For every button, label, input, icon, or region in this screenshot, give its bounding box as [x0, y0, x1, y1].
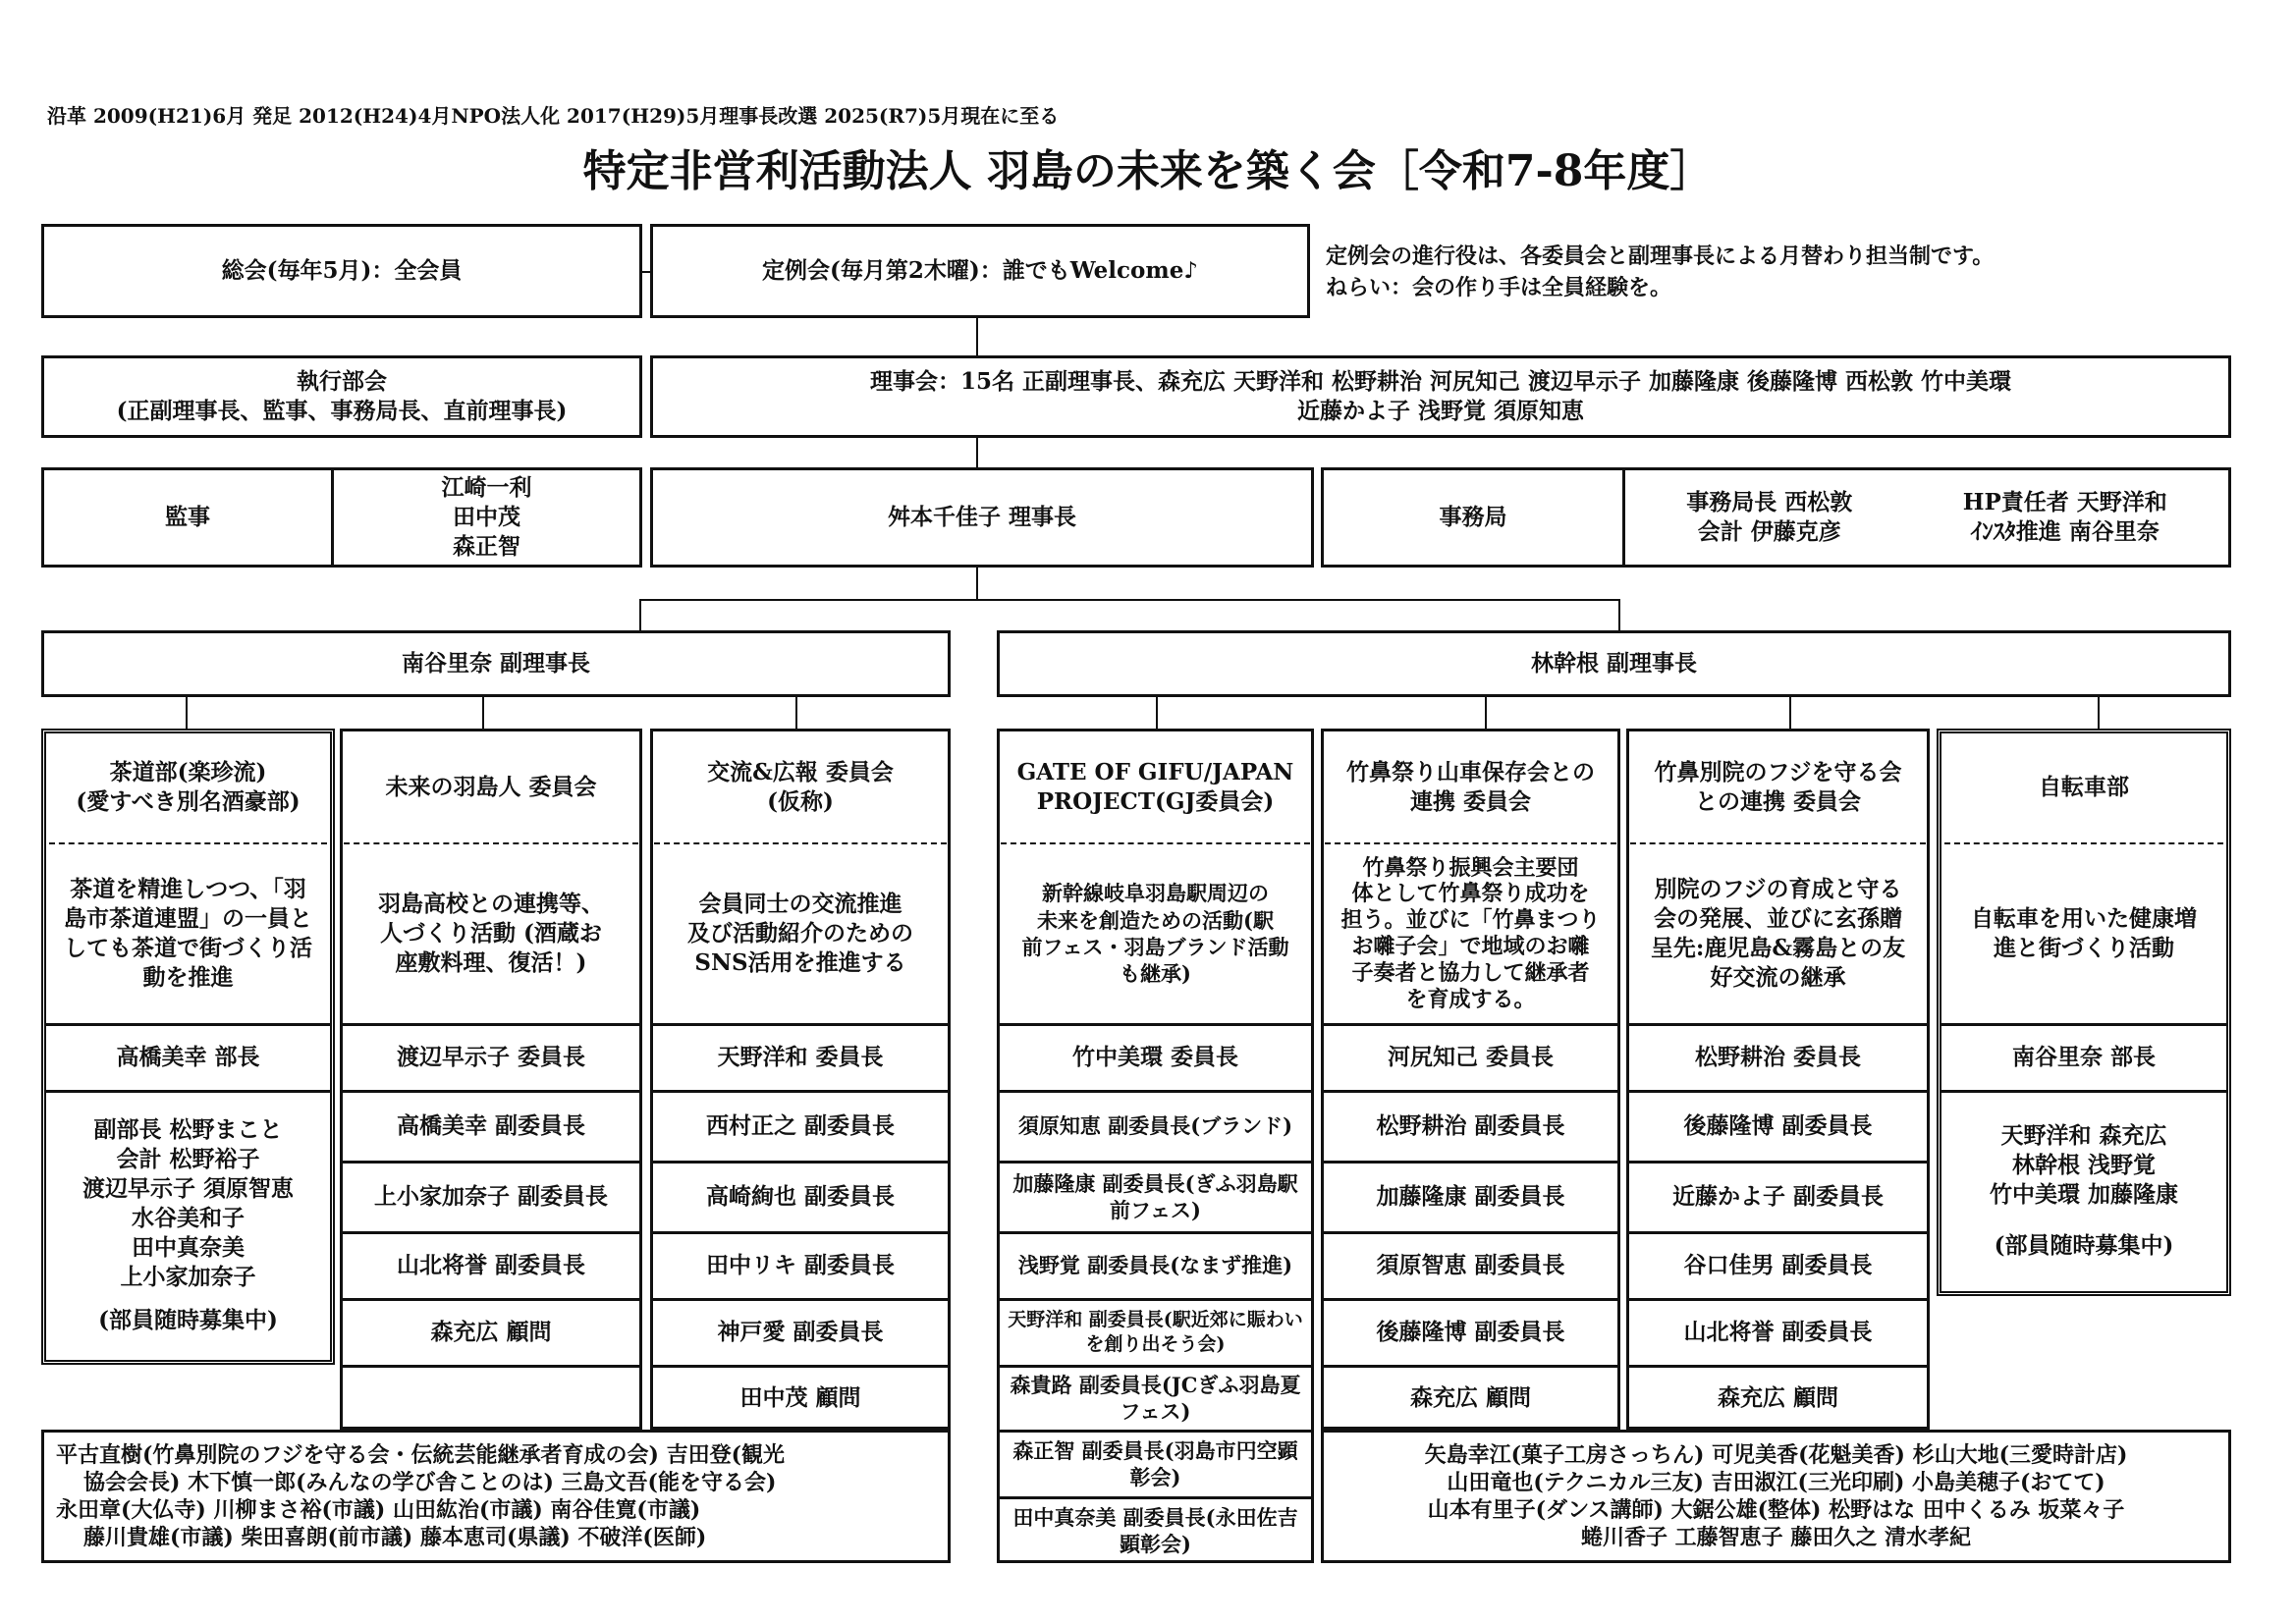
secretariat-label: 事務局	[1439, 504, 1507, 531]
member-cell: 森充広 顧問	[430, 1319, 552, 1346]
member-cell: 森正智 副委員長(羽島市円空顕彰会)	[1012, 1437, 1298, 1489]
divider	[997, 1430, 1314, 1433]
committee-description: 茶道を精進しつつ、「羽 島市茶道連盟」の一員と しても茶道で街づくり活 動を推進	[64, 876, 312, 991]
committee-description: 竹鼻祭り振興会主要団 体として竹鼻祭り成功を 担う。並びに「竹鼻まつり お囃子会」で地域のお囃 子奏者と協力して継承者 を育成する。	[1340, 854, 1601, 1012]
member-cell: 森貴路 副委員長(JCぎふ羽島夏フェス)	[1010, 1372, 1301, 1424]
divider	[1321, 1365, 1620, 1368]
executive-title: 執行部会	[296, 368, 387, 396]
general-meeting-text: 総会(毎年5月)：全会員	[221, 257, 463, 285]
advisor-line: 蜷川香子 工藤智恵子 藤田久之 清水孝紀	[1581, 1525, 1971, 1551]
member-cell: 後藤隆博 副委員長	[1376, 1319, 1565, 1346]
member-cell: 西村正之 副委員長	[705, 1112, 895, 1140]
vice-chair-right-box	[997, 630, 2231, 697]
advisor-line: 協会会長) 木下慎一郎(みんなの学び舎ことのは) 三島文吾(能を守る会)	[83, 1469, 777, 1495]
committee-leader: 松野耕治 委員長	[1694, 1044, 1861, 1071]
secretariat-member: 会計 伊藤克彦	[1697, 518, 1841, 545]
divider	[650, 1298, 951, 1301]
committee-description: 自転車を用いた健康増 進と街づくり活動	[1971, 905, 2197, 961]
member-cell: 田中茂 顧問	[739, 1384, 861, 1412]
divider	[1001, 842, 1310, 844]
connector	[2098, 697, 2100, 729]
member-cell: 田中真奈美 副委員長(永田佐吉顕彰会)	[1012, 1504, 1298, 1556]
committee-name: 自転車部	[2039, 774, 2129, 801]
divider	[650, 1161, 951, 1164]
member-cell: 山北将誉 副委員長	[1683, 1319, 1873, 1346]
divider	[340, 1298, 642, 1301]
auditor-label: 監事	[165, 504, 210, 531]
member-cell: 須原知恵 副委員長(ブランド)	[1017, 1113, 1293, 1139]
divider	[654, 842, 947, 844]
secretariat-members-box	[1622, 467, 2231, 568]
divider	[650, 1365, 951, 1368]
divider	[1325, 842, 1616, 844]
vice-chair-left-box	[41, 630, 951, 697]
divider	[997, 1298, 1314, 1301]
divider	[340, 1231, 642, 1234]
advisor-line: 藤川貴雄(市議) 柴田喜朗(前市議) 藤本恵司(県議) 不破洋(医師)	[83, 1525, 707, 1551]
executive-box	[41, 355, 642, 438]
advisor-line: 矢島幸江(菓子工房さっちん) 可児美香(花魁美香) 杉山大地(三愛時計店)	[1424, 1441, 2128, 1468]
advisor-line: 永田章(大仏寺) 川柳まさ裕(市議) 山田紘治(市議) 南谷佳寛(市議)	[56, 1497, 701, 1523]
board-line: 近藤かよ子 浅野覚 須原知恵	[1296, 398, 1584, 424]
connector	[186, 697, 188, 729]
committee-members: 天野洋和 森充広 林幹根 浅野覚 竹中美環 加藤隆康 (部員随時募集中)	[1989, 1122, 2178, 1259]
auditor-name: 江崎一利	[441, 474, 532, 502]
advisor-line: 山田竜也(テクニカル三友) 吉田淑江(三光印刷) 小島美穂子(おてて)	[1447, 1469, 2105, 1495]
committee-name: GATE OF GIFU/JAPAN PROJECT(GJ委員会)	[1016, 759, 1294, 815]
divider	[340, 1365, 642, 1368]
committee-description: 別院のフジの育成と守る 会の発展、並びに玄孫贈 呈先:鹿児島&霧島との友 好交流の継承	[1650, 876, 1906, 991]
member-cell: 森充広 顧問	[1409, 1384, 1531, 1412]
member-cell: 上小家加奈子 副委員長	[373, 1183, 608, 1211]
member-cell: 天野洋和 副委員長(駅近郊に賑わいを創り出そう会)	[1008, 1309, 1303, 1355]
divider	[1941, 1090, 2226, 1093]
member-cell: 森充広 顧問	[1717, 1384, 1838, 1412]
committee-leader: 河尻知己 委員長	[1387, 1044, 1554, 1071]
auditors-box	[331, 467, 642, 568]
general-meeting-box	[41, 224, 642, 318]
committee-description: 会員同士の交流推進 及び活動紹介のための SNS活用を推進する	[687, 891, 913, 976]
committee-name: 未来の羽島人 委員会	[385, 774, 597, 801]
committee-name: 茶道部(楽珍流) (愛すべき別名酒豪部)	[76, 759, 301, 815]
vice-chair-left: 南谷里奈 副理事長	[401, 650, 590, 677]
committee-leader: 高橋美幸 部長	[116, 1044, 260, 1071]
page-title: 特定非営利活動法人 羽島の未来を築く会［令和7-8年度］	[582, 146, 1714, 196]
connector	[482, 697, 484, 729]
executive-detail: (正副理事長、監事、事務局長、直前理事長)	[116, 398, 568, 424]
member-cell: 神戸愛 副委員長	[717, 1319, 884, 1346]
auditor-name: 森正智	[453, 532, 520, 560]
member-cell: 須原智恵 副委員長	[1376, 1252, 1565, 1279]
divider	[1630, 842, 1926, 844]
chair-box	[650, 467, 1314, 568]
connector	[1789, 697, 1791, 729]
connector	[639, 599, 1619, 601]
divider	[46, 1090, 331, 1093]
secretariat-label-box	[1321, 467, 1625, 568]
divider	[49, 842, 327, 844]
connector	[976, 318, 978, 355]
advisor-line: 平古直樹(竹鼻別院のフジを守る会・伝統芸能継承者育成の会) 吉田登(観光	[56, 1441, 786, 1468]
regular-meeting-box	[650, 224, 1310, 318]
regular-meeting-text: 定例会(毎月第2木曜)：誰でもWelcome♪	[761, 257, 1199, 285]
divider	[1321, 1298, 1620, 1301]
vice-chair-right: 林幹根 副理事長	[1530, 650, 1697, 677]
divider	[1321, 1090, 1620, 1093]
divider	[1626, 1161, 1930, 1164]
advisors-left-box	[41, 1430, 951, 1563]
committee-description: 新幹線岐阜羽島駅周辺の 未来を創造ための活動(駅 前フェス・羽島ブランド活動 も継承)	[1021, 881, 1289, 987]
auditor-name: 田中茂	[453, 504, 520, 531]
secretariat-member: 事務局長 西松敦	[1686, 489, 1853, 516]
history-line: 沿革 2009(H21)6月 発足 2012(H24)4月NPO法人化 2017(H29)5月理事長改選 2025(R7)5月現在に至る	[47, 104, 1060, 128]
member-cell: 山北将誉 副委員長	[396, 1252, 585, 1279]
connector	[639, 599, 641, 630]
connector	[1156, 697, 1158, 729]
meeting-note	[1326, 242, 1994, 304]
divider	[1626, 1298, 1930, 1301]
member-cell: 谷口佳男 副委員長	[1683, 1252, 1873, 1279]
divider	[1626, 1090, 1930, 1093]
note-line: ねらい：会の作り手は全員経験を。	[1326, 274, 1672, 300]
member-cell: 近藤かよ子 副委員長	[1671, 1183, 1884, 1211]
divider	[997, 1161, 1314, 1164]
divider	[1321, 1231, 1620, 1234]
divider	[997, 1496, 1314, 1499]
member-cell: 後藤隆博 副委員長	[1683, 1112, 1873, 1140]
divider	[340, 1090, 642, 1093]
note-line: 定例会の進行役は、各委員会と副理事長による月替わり担当制です。	[1326, 244, 1995, 269]
member-cell: 田中リキ 副委員長	[705, 1252, 895, 1279]
committee-leader: 南谷里奈 部長	[2011, 1044, 2156, 1071]
committee-members: 副部長 松野まこと 会計 松野裕子 渡辺早示子 須原智恵 水谷美和子 田中真奈美 上小家加奈子 (部員随時募集中)	[82, 1116, 294, 1333]
connector	[795, 697, 797, 729]
committee-leader: 天野洋和 委員長	[717, 1044, 884, 1071]
divider	[997, 1090, 1314, 1093]
divider	[997, 1365, 1314, 1368]
divider	[650, 1231, 951, 1234]
member-cell: 浅野覚 副委員長(なまず推進)	[1017, 1253, 1293, 1278]
auditor-label-box	[41, 467, 334, 568]
committee-description: 羽島高校との連携等、 人づくり活動 (酒蔵お 座敷料理、復活！)	[378, 891, 604, 976]
divider	[340, 1161, 642, 1164]
member-cell: 松野耕治 副委員長	[1376, 1112, 1565, 1140]
secretariat-member: HP責任者 天野洋和	[1962, 489, 2167, 516]
member-cell: 加藤隆康 副委員長	[1376, 1183, 1565, 1211]
divider	[1944, 842, 2223, 844]
member-cell: 高崎絢也 副委員長	[705, 1183, 895, 1211]
connector	[976, 568, 978, 599]
divider	[997, 1231, 1314, 1234]
committee-name: 竹鼻祭り山車保存会との 連携 委員会	[1346, 759, 1595, 815]
member-cell: 加藤隆康 副委員長(ぎふ羽島駅前フェス)	[1012, 1170, 1298, 1222]
divider	[1626, 1365, 1930, 1368]
committee-name: 竹鼻別院のフジを守る会 との連携 委員会	[1654, 759, 1902, 815]
divider	[344, 842, 638, 844]
connector	[1618, 599, 1620, 630]
advisors-right-box	[1321, 1430, 2231, 1563]
connector	[976, 438, 978, 467]
member-cell: 高橋美幸 副委員長	[396, 1112, 585, 1140]
divider	[1321, 1161, 1620, 1164]
advisor-line: 山本有里子(ダンス講師) 大鋸公雄(整体) 松野はな 田中くるみ 坂菜々子	[1427, 1497, 2125, 1523]
board-box	[650, 355, 2231, 438]
chair-name: 舛本千佳子 理事長	[887, 504, 1076, 531]
divider	[650, 1090, 951, 1093]
committee-leader: 竹中美環 委員長	[1071, 1044, 1238, 1071]
connector	[1485, 697, 1487, 729]
connector	[642, 271, 650, 273]
committee-leader: 渡辺早示子 委員長	[396, 1044, 585, 1071]
board-line: 理事会：15名 正副理事長、森充広 天野洋和 松野耕治 河尻知己 渡辺早示子 加藤隆康 後藤隆博 西松敦 竹中美環	[869, 368, 2012, 396]
divider	[1626, 1231, 1930, 1234]
committee-name: 交流&広報 委員会 (仮称)	[707, 759, 894, 815]
secretariat-member: ｲﾝｽﾀ推進 南谷里奈	[1970, 518, 2159, 545]
